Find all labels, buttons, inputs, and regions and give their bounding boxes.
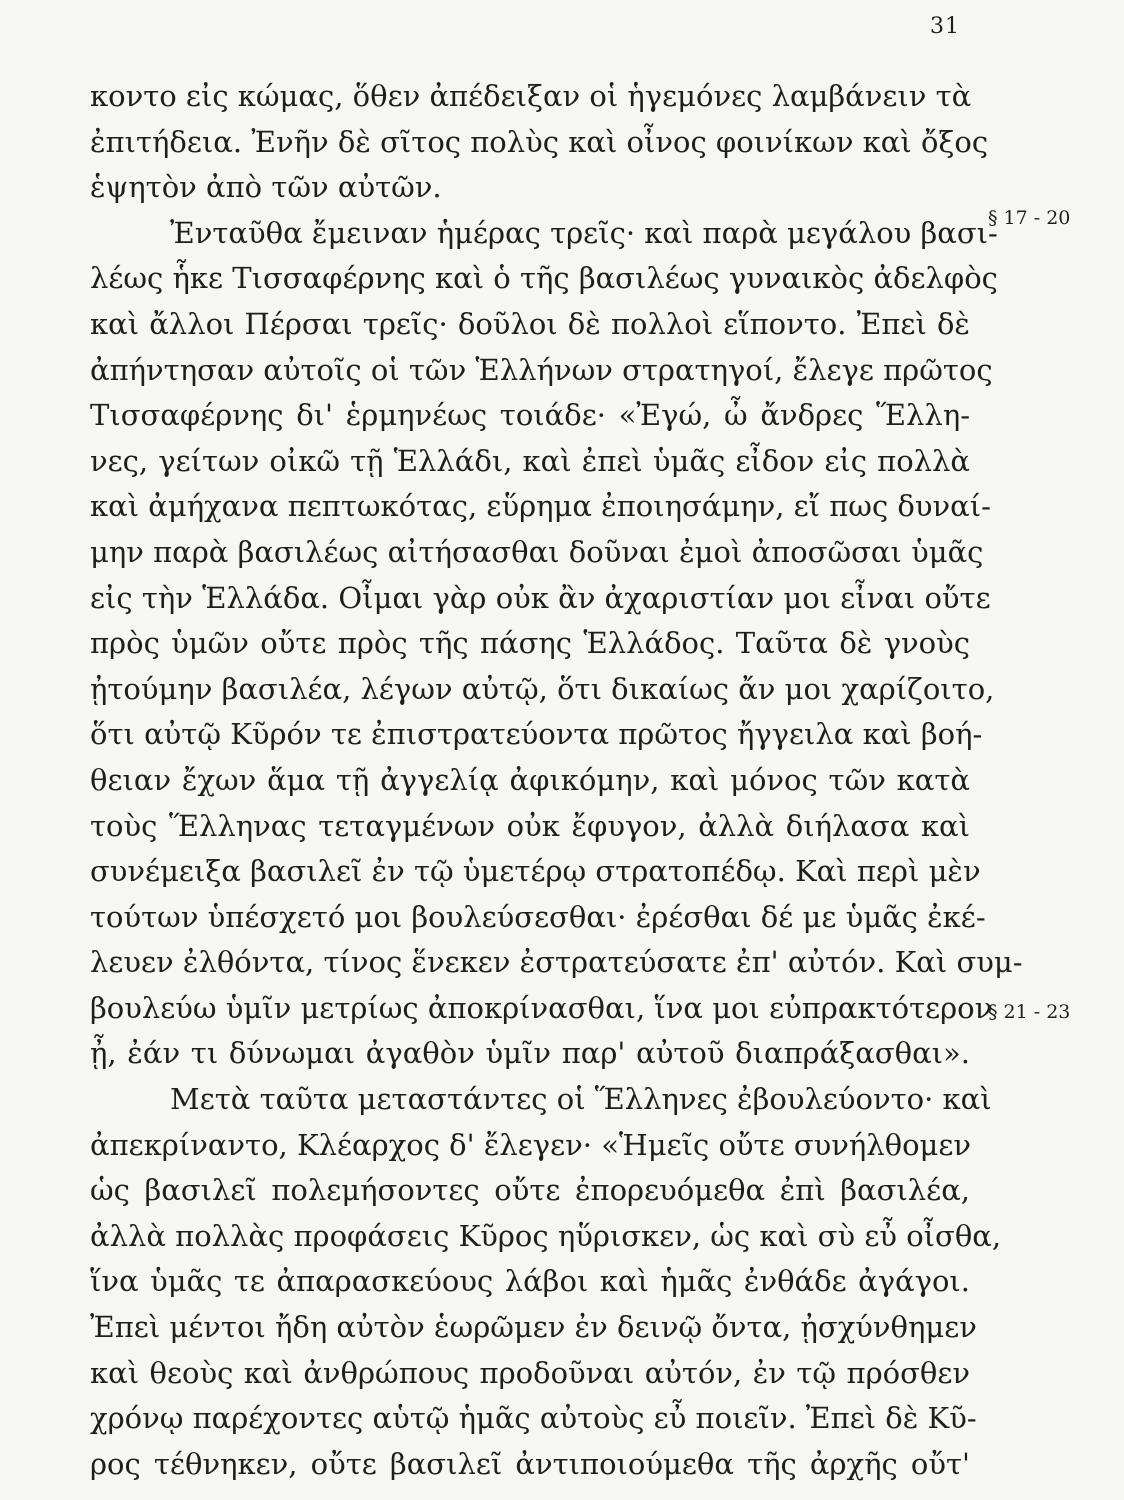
text-line: ἀπήντησαν αὐτοῖς οἱ τῶν Ἑλλήνων στρατηγοί, ἔλεγε πρῶτος — [90, 352, 993, 387]
page-number: 31 — [930, 14, 960, 39]
text-line: ἀλλὰ πολλὰς προφάσεις Κῦρος ηὕρισκεν, ὡς καὶ σὺ εὖ οἶσθα, — [90, 1218, 1002, 1253]
text-line: Ἐνταῦθα ἔμειναν ἡμέρας τρεῖς· καὶ παρὰ μεγάλου βασι- — [170, 215, 998, 250]
text-line: Μετὰ ταῦτα μεταστάντες οἱ Ἕλληνες ἐβουλεύοντο· καὶ — [170, 1082, 992, 1117]
text-line: ἑψητὸν ἀπὸ τῶν αὐτῶν. — [90, 170, 442, 205]
text-line: ἐπιτήδεια. Ἐνῆν δὲ σῖτος πολὺς καὶ οἶνος φοινίκων καὶ ὄξος — [90, 124, 989, 159]
text-line: κοντο εἰς κώμας, ὅθεν ἀπέδειξαν οἱ ἡγεμόνες λαμβάνειν τὰ — [90, 79, 972, 113]
text-line: τοὺς Ἕλληνας τεταγμένων οὐκ ἔφυγον, ἀλλὰ διήλασα καὶ — [90, 808, 970, 843]
text-line: Ἐπεὶ μέντοι ἤδη αὐτὸν ἑωρῶμεν ἐν δεινῷ ὄντα, ᾐσχύνθημεν — [90, 1310, 977, 1345]
text-line: τούτων ὑπέσχετό μοι βουλεύσεσθαι· ἐρέσθαι δέ με ὑμᾶς ἐκέ- — [90, 899, 986, 934]
text-line: λέως ἧκε Τισσαφέρνης καὶ ὁ τῆς βασιλέως γυναικὸς ἀδελφὸς — [90, 261, 998, 296]
text-line: εἰς τὴν Ἑλλάδα. Οἶμαι γὰρ οὐκ ἂν ἀχαριστίαν μοι εἶναι οὔτε — [90, 580, 991, 615]
text-line: καὶ ἀμήχανα πεπτωκότας, εὕρημα ἐποιησάμην, εἴ πως δυναί- — [90, 489, 991, 524]
body-text — [90, 74, 1023, 1487]
text-line: καὶ ἄλλοι Πέρσαι τρεῖς· δοῦλοι δὲ πολλοὶ εἵποντο. Ἐπεὶ δὲ — [90, 306, 970, 341]
text-line: ἀπεκρίναντο, Κλέαρχος δ' ἔλεγεν· «Ἡμεῖς οὔτε συνήλθομεν — [90, 1127, 972, 1162]
text-line: ἵνα ὑμᾶς τε ἀπαρασκεύους λάβοι καὶ ἡμᾶς ἐνθάδε ἀγάγοι. — [90, 1264, 970, 1299]
text-line: θειαν ἔχων ἅμα τῇ ἀγγελίᾳ ἀφικόμην, καὶ μόνος τῶν κατὰ — [90, 762, 970, 797]
text-line: λευεν ἐλθόντα, τίνος ἕνεκεν ἐστρατεύσατε ἐπ' αὐτόν. Καὶ συμ- — [90, 945, 1023, 980]
text-line: νες, γείτων οἰκῶ τῇ Ἑλλάδι, καὶ ἐπεὶ ὑμᾶς εἶδον εἰς πολλὰ — [90, 443, 970, 478]
text-line: βουλεύω ὑμῖν μετρίως ἀποκρίνασθαι, ἵνα μοι εὐπρακτότερον — [90, 990, 993, 1025]
text-line: συνέμειξα βασιλεῖ ἐν τῷ ὑμετέρῳ στρατοπέδῳ. Καὶ περὶ μὲν — [90, 854, 981, 889]
text-line: μην παρὰ βασιλέως αἰτήσασθαι δοῦναι ἐμοὶ ἀποσῶσαι ὑμᾶς — [90, 534, 984, 569]
text-line: ὡς βασιλεῖ πολεμήσοντες οὔτε ἐπορευόμεθα ἐπὶ βασιλέα, — [90, 1173, 970, 1208]
section-reference: § 21 - 23 — [988, 1001, 1071, 1023]
section-reference: § 17 - 20 — [988, 207, 1071, 229]
text-line: πρὸς ὑμῶν οὔτε πρὸς τῆς πάσης Ἑλλάδος. Ταῦτα δὲ γνοὺς — [90, 626, 970, 661]
text-line: ρος τέθνηκεν, οὔτε βασιλεῖ ἀντιποιούμεθα τῆς ἀρχῆς οὔτ' — [90, 1446, 970, 1481]
text-line: ᾐτούμην βασιλέα, λέγων αὐτῷ, ὅτι δικαίως ἄν μοι χαρίζοιτο, — [90, 671, 995, 706]
text-line: ὅτι αὐτῷ Κῦρόν τε ἐπιστρατεύοντα πρῶτος ἤγγειλα καὶ βοή- — [90, 717, 983, 752]
text-line: Τισσαφέρνης δι' ἑρμηνέως τοιάδε· «Ἐγώ, ὦ ἄνδρες Ἕλλη- — [90, 398, 970, 433]
text-line: καὶ θεοὺς καὶ ἀνθρώπους προδοῦναι αὐτόν, ἐν τῷ πρόσθεν — [90, 1355, 970, 1390]
text-line: ᾖ, ἐάν τι δύνωμαι ἀγαθὸν ὑμῖν παρ' αὐτοῦ διαπράξασθαι». — [90, 1036, 970, 1071]
text-line: χρόνῳ παρέχοντες αὑτῷ ἡμᾶς αὐτοὺς εὖ ποιεῖν. Ἐπεὶ δὲ Κῦ- — [90, 1401, 977, 1436]
